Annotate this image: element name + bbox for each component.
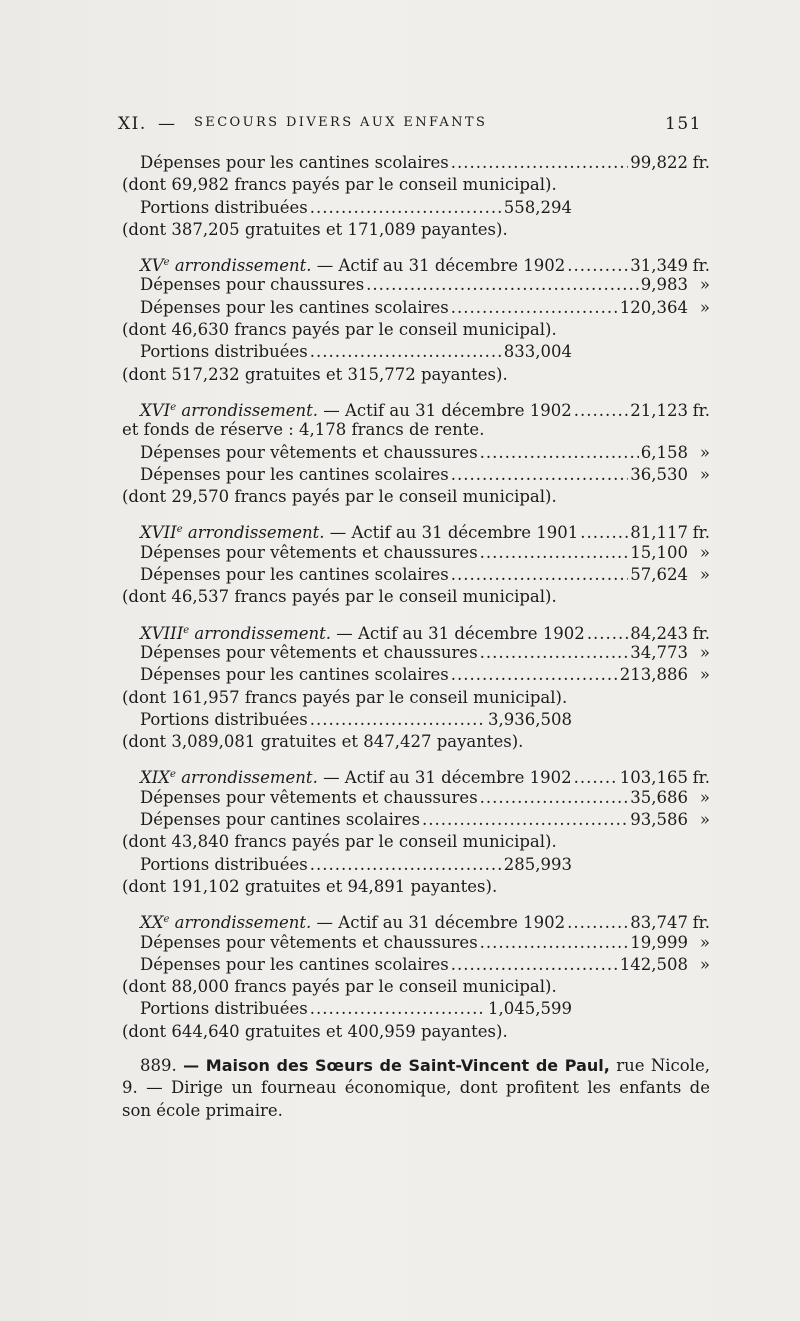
expense-label: Dépenses pour les cantines scolaires — [140, 464, 449, 484]
expense-value: 120,364 — [619, 297, 688, 317]
entry-dash: — — [183, 1055, 200, 1075]
expense-label: Portions distribuées — [140, 342, 308, 362]
arrondissement-section — [118, 397, 710, 508]
expense-label: Dépenses pour vêtements et chaussures — [140, 442, 478, 462]
actif-line — [118, 620, 710, 642]
expense-unit: » — [699, 275, 710, 295]
expense-row — [118, 152, 710, 174]
actif-line — [118, 519, 710, 541]
note-line: (dont 3,089,081 gratuites et 847,427 payantes). — [122, 732, 524, 752]
expense-label: Portions distribuées — [140, 709, 308, 729]
arrondissement-word: arrondissement. — [194, 623, 332, 643]
arrondissement-sup: e — [163, 257, 170, 269]
leader-dots — [480, 542, 629, 564]
actif-text: — Actif au 31 décembre 1902 — [336, 623, 585, 643]
expense-row — [118, 954, 710, 976]
arrondissement-numeral: XX — [140, 913, 164, 933]
arrondissement-sup: e — [170, 401, 177, 413]
actif-unit: fr. — [692, 256, 710, 276]
arrondissement-numeral: XVI — [140, 400, 171, 420]
leader-dots — [366, 274, 639, 296]
note-line: (dont 46,630 francs payés par le conseil municipal). — [122, 320, 557, 340]
expense-label: Dépenses pour les cantines scolaires — [140, 297, 449, 317]
arrondissement-sup: e — [170, 769, 176, 781]
expense-unit: » — [699, 954, 710, 974]
expense-label: Dépenses pour vêtements et chaussures — [140, 642, 478, 662]
final-lead — [122, 1056, 610, 1075]
actif-value: 84,243 — [630, 623, 688, 643]
expense-row — [118, 642, 710, 664]
expense-unit: » — [699, 542, 710, 562]
note-line: (dont 387,205 gratuites et 171,089 payantes). — [122, 219, 508, 239]
expense-label: Dépenses pour cantines scolaires — [140, 810, 421, 830]
leader-dots — [310, 709, 486, 731]
entry-number: 889. — [140, 1055, 177, 1075]
expense-value: 93,586 — [630, 810, 688, 830]
actif-text: — Actif au 31 décembre 1902 — [316, 256, 566, 276]
leader-dots — [451, 564, 628, 586]
actif-line — [118, 252, 710, 274]
expense-value: 34,773 — [630, 642, 688, 662]
expense-unit: » — [699, 787, 710, 807]
actif-unit: fr. — [692, 400, 710, 420]
arrondissement-word: arrondissement. — [181, 768, 318, 788]
actif-line — [118, 397, 710, 419]
actif-unit: fr. — [692, 523, 710, 543]
expense-value: 558,294 — [503, 197, 572, 217]
expense-value: 1,045,599 — [488, 999, 572, 1019]
entry-title-text: Maison des Sœurs de Saint-Vincent de Paul, — [205, 1055, 610, 1075]
expense-row — [118, 664, 710, 686]
leader-dots — [310, 854, 502, 876]
expense-value: 3,936,508 — [488, 709, 572, 729]
actif-text: — Actif au 31 décembre 1902 — [323, 400, 572, 420]
arrondissement-word: arrondissement. — [174, 256, 312, 276]
expense-value: 213,886 — [619, 665, 688, 685]
note-line: et fonds de réserve : 4,178 francs de rente. — [122, 420, 485, 440]
leader-dots — [451, 152, 628, 174]
expense-label: Dépenses pour les cantines scolaires — [140, 565, 449, 585]
leader-dots — [451, 297, 618, 319]
expense-unit: » — [699, 565, 710, 585]
leader-dots — [480, 442, 639, 464]
expense-label: Portions distribuées — [140, 197, 308, 217]
expense-label: Dépenses pour vêtements et chaussures — [140, 932, 478, 952]
entry-title — [183, 1056, 610, 1075]
final-paragraph — [118, 1055, 710, 1122]
expense-value: 35,686 — [630, 787, 688, 807]
expense-row — [118, 341, 572, 363]
expense-unit: » — [699, 464, 710, 484]
arrondissement-name — [140, 768, 318, 787]
actif-value: 83,747 — [630, 913, 688, 933]
actif-value: 31,349 — [630, 256, 688, 276]
expense-label: Dépenses pour les cantines scolaires — [140, 153, 449, 172]
expense-row — [118, 998, 572, 1020]
section-gap — [118, 898, 710, 909]
actif-line — [118, 909, 710, 931]
note-line: (dont 46,537 francs payés par le conseil municipal). — [122, 587, 557, 607]
page-number: 151 — [665, 114, 702, 134]
arrondissement-sup: e — [163, 914, 170, 926]
actif-value: 21,123 — [630, 400, 688, 420]
header-dash: — — [158, 114, 177, 134]
section-gap — [118, 753, 710, 764]
expense-value: 142,508 — [619, 954, 688, 974]
actif-value: 81,117 — [630, 523, 688, 543]
note-line: (dont 191,102 gratuites et 94,891 payantes). — [122, 876, 498, 896]
expense-value: 9,983 — [640, 275, 688, 295]
arrondissement-name — [140, 913, 311, 932]
leader-dots — [451, 464, 628, 486]
expense-label: Dépenses pour chaussures — [140, 275, 365, 295]
note-line: (dont 69,982 francs payés par le conseil municipal). — [122, 175, 557, 195]
note-line: (dont 161,957 francs payés par le conseil municipal). — [122, 687, 568, 707]
expense-row — [118, 809, 710, 831]
section-gap — [118, 241, 710, 252]
arrondissement-numeral: XVIII — [140, 623, 184, 643]
expense-value: 6,158 — [640, 442, 688, 462]
leader-dots — [310, 998, 486, 1020]
expense-label: Dépenses pour vêtements et chaussures — [140, 542, 478, 562]
arrondissement-numeral: XV — [140, 256, 164, 276]
arrondissement-section — [118, 909, 710, 1043]
expense-row — [118, 854, 572, 876]
leader-dots — [310, 341, 502, 363]
expense-label: Dépenses pour les cantines scolaires — [140, 954, 449, 974]
arrondissement-name — [140, 256, 311, 275]
expense-row — [118, 274, 710, 296]
arrondissement-name — [140, 624, 331, 643]
actif-unit: fr. — [692, 623, 710, 643]
section-gap — [118, 508, 710, 519]
expense-row — [118, 787, 710, 809]
arrondissement-sup: e — [176, 524, 183, 536]
expense-label: Dépenses pour vêtements et chaussures — [140, 787, 478, 807]
arrondissement-name — [140, 523, 325, 542]
expense-row — [118, 464, 710, 486]
actif-unit: fr. — [692, 913, 710, 933]
leader-dots — [310, 197, 502, 219]
actif-value: 103,165 — [619, 768, 688, 788]
note-line: (dont 29,570 francs payés par le conseil municipal). — [122, 487, 557, 507]
expense-unit: » — [699, 810, 710, 830]
expense-unit: » — [699, 665, 710, 685]
note-line: (dont 517,232 gratuites et 315,772 payantes). — [122, 364, 508, 384]
arrondissement-section — [118, 764, 710, 898]
section-gap — [118, 386, 710, 397]
expense-value: 36,530 — [630, 464, 688, 484]
expense-value: 833,004 — [503, 342, 572, 362]
expense-row — [118, 709, 572, 731]
note-line: (dont 88,000 francs payés par le conseil municipal). — [122, 977, 557, 997]
actif-text: — Actif au 31 décembre 1902 — [316, 913, 566, 933]
expense-value: 285,993 — [503, 854, 572, 874]
expense-unit: fr. — [692, 153, 710, 172]
expense-label: Portions distribuées — [140, 854, 308, 874]
arrondissement-name — [140, 401, 318, 420]
leader-dots — [480, 642, 629, 664]
expense-unit: » — [699, 642, 710, 662]
section-gap — [118, 609, 710, 620]
chapter-title: SECOURS DIVERS AUX ENFANTS — [194, 115, 488, 130]
arrondissement-sup: e — [183, 624, 190, 636]
arrondissement-section — [118, 620, 710, 754]
expense-row — [118, 297, 710, 319]
leader-dots — [480, 932, 629, 954]
actif-unit: fr. — [692, 768, 710, 788]
expense-unit: » — [699, 297, 710, 317]
leader-dots — [480, 787, 629, 809]
arrondissement-word: arrondissement. — [187, 523, 325, 543]
arrondissement-section — [118, 519, 710, 608]
actif-text: — Actif au 31 décembre 1901 — [329, 523, 579, 543]
expense-label: Portions distribuées — [140, 999, 308, 1019]
actif-text: — Actif au 31 décembre 1902 — [323, 768, 572, 788]
note-line: (dont 43,840 francs payés par le conseil municipal). — [122, 832, 557, 852]
expense-value: 19,999 — [630, 932, 688, 952]
arrondissement-section — [118, 252, 710, 386]
arrondissement-word: arrondissement. — [174, 913, 312, 933]
leader-dots — [451, 954, 618, 976]
expense-row — [118, 932, 710, 954]
expense-row — [118, 197, 572, 219]
entry-text: rue Nicole, 9. — Dirige un fourneau économique, dont profitent les enfants de son école primaire. — [122, 1055, 710, 1120]
expense-row — [118, 542, 710, 564]
expense-unit: » — [699, 442, 710, 462]
arrondissement-numeral: XIX — [140, 768, 171, 788]
expense-value: 15,100 — [630, 542, 688, 562]
leader-dots — [451, 664, 618, 686]
expense-row — [118, 442, 710, 464]
arrondissement-section — [118, 152, 710, 241]
arrondissement-word: arrondissement. — [181, 400, 318, 420]
leader-dots — [422, 809, 628, 831]
chapter-number: XI. — [118, 114, 147, 134]
actif-line — [118, 764, 710, 786]
note-line: (dont 644,640 gratuites et 400,959 payantes). — [122, 1021, 508, 1041]
expense-label: Dépenses pour les cantines scolaires — [140, 665, 449, 685]
expense-value: 99,822 — [630, 153, 688, 172]
page-body — [118, 152, 710, 1122]
expense-value: 57,624 — [630, 565, 688, 585]
expense-unit: » — [699, 932, 710, 952]
expense-row — [118, 564, 710, 586]
arrondissement-numeral: XVII — [140, 523, 177, 543]
